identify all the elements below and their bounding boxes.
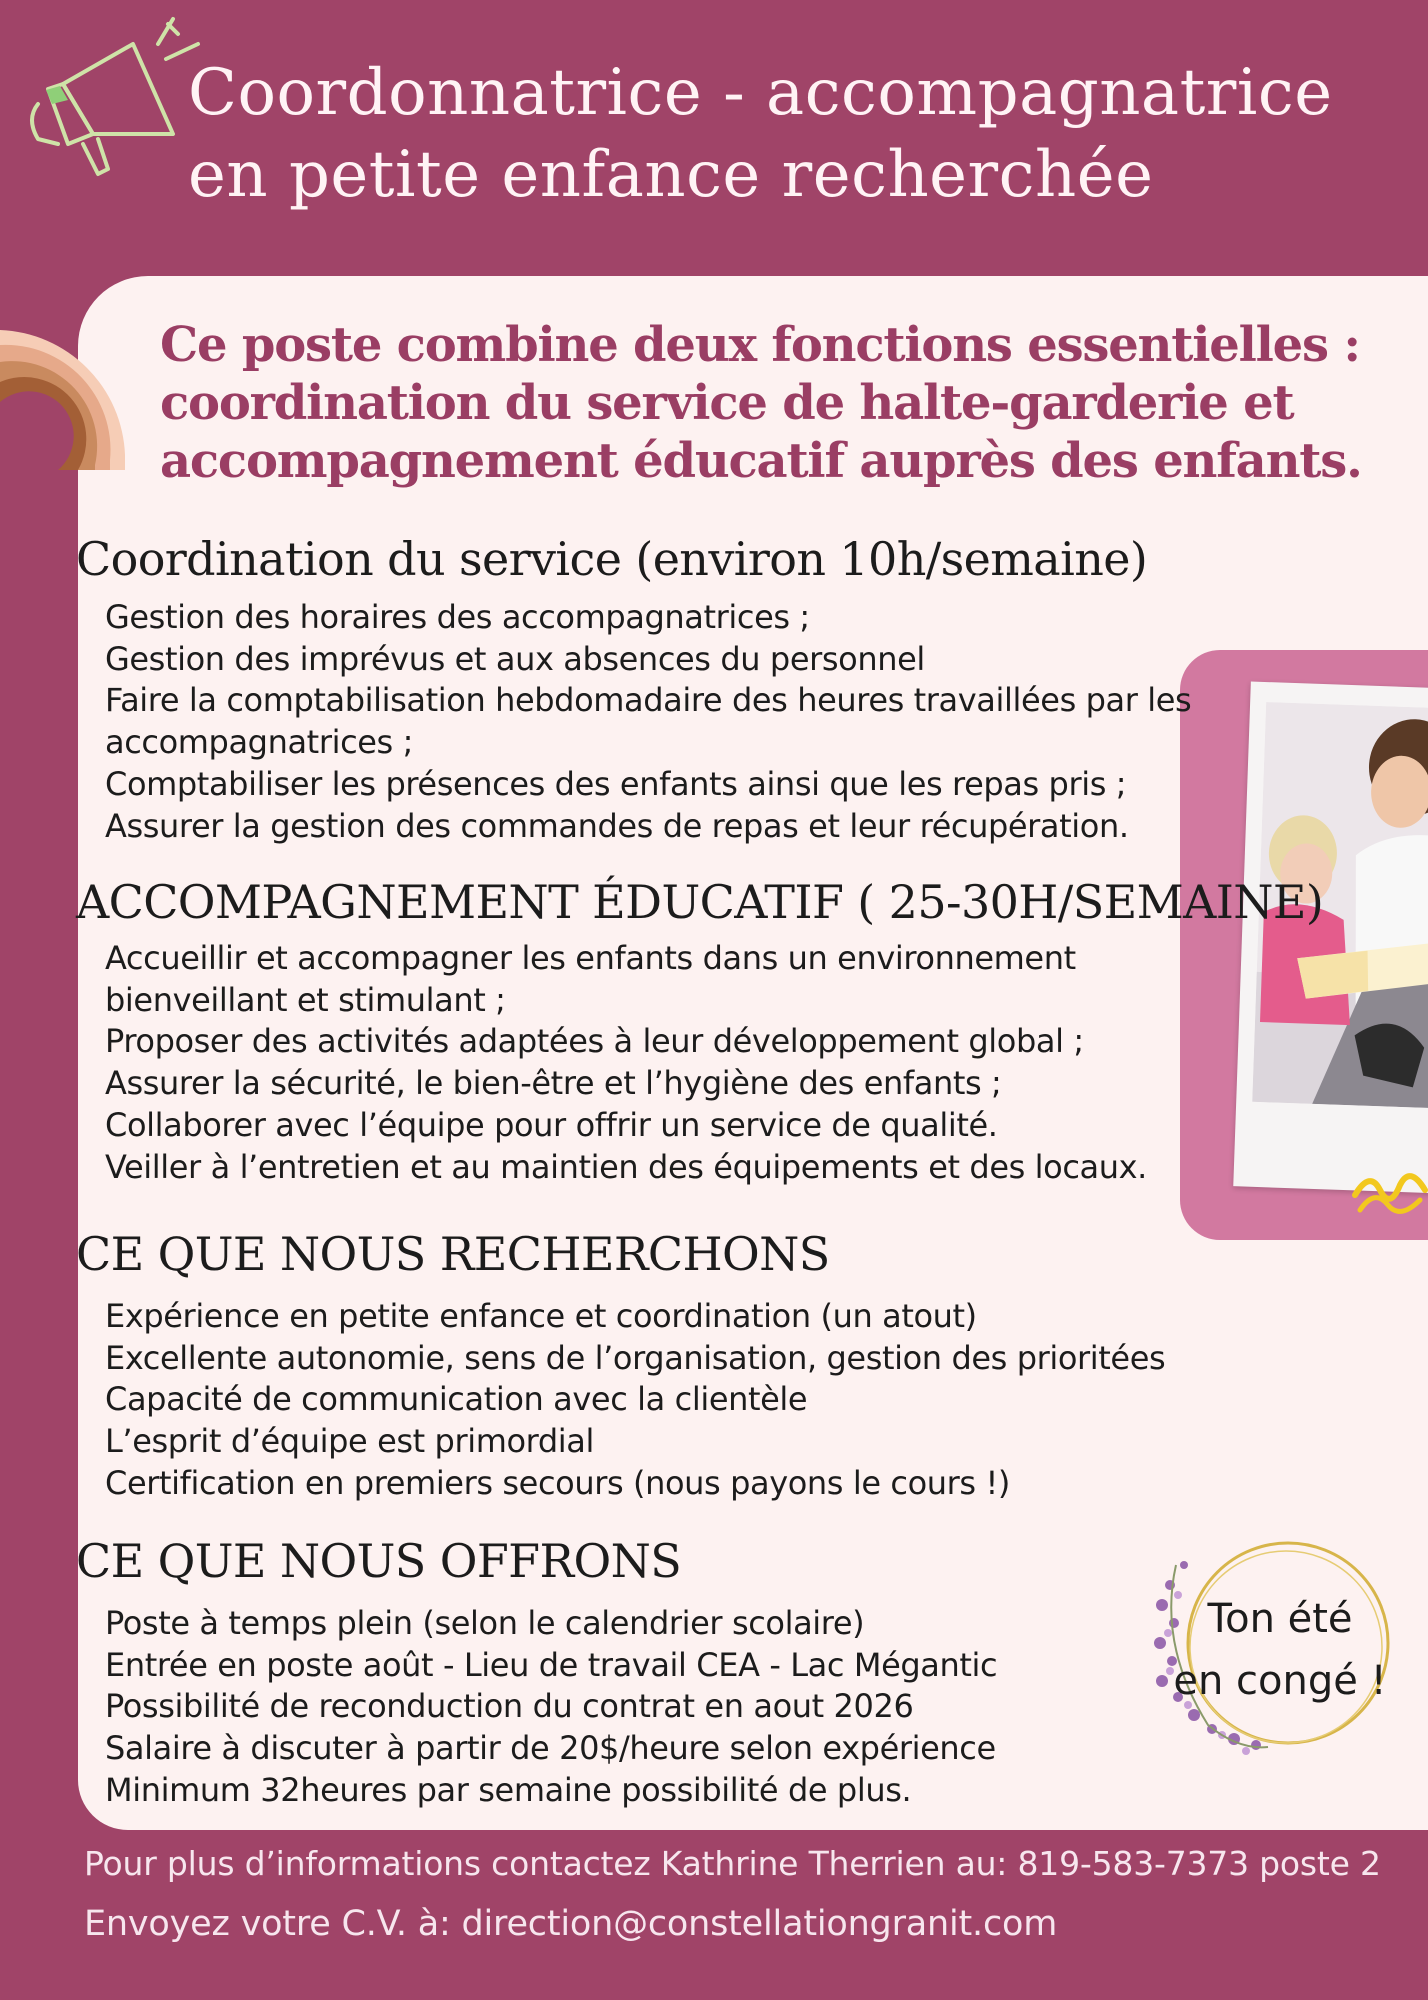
list-item: Excellente autonomie, sens de l’organisation, gestion des prioritées — [105, 1338, 1166, 1377]
list-item: Collaborer avec l’équipe pour offrir un service de qualité. — [105, 1105, 998, 1144]
summer-badge: Ton été en congé ! — [1173, 1596, 1387, 1704]
section-title-accompagnement: ACCOMPAGNEMENT ÉDUCATIF ( 25-30H/SEMAINE) — [76, 875, 1324, 929]
list-offrons — [105, 1603, 997, 1812]
list-item: Gestion des horaires des accompagnatrices ; — [105, 598, 810, 636]
rainbow-icon — [0, 300, 140, 470]
list-item: Gestion des imprévus et aux absences du personnel — [105, 639, 925, 678]
list-item: Expérience en petite enfance et coordination (un atout) — [105, 1297, 977, 1335]
list-item: Accueillir et accompagner les enfants dans un environnement — [105, 939, 1076, 977]
section-title-offrons: CE QUE NOUS OFFRONS — [76, 1534, 682, 1588]
intro-text: Ce poste combine deux fonctions essentielles : coordination du service de halte-garderie et accompagnement éducatif auprès des enfants. — [160, 317, 1362, 489]
list-item: L’esprit d’équipe est primordial — [105, 1422, 594, 1461]
list-item: Comptabiliser les présences des enfants ainsi que les repas pris ; — [105, 764, 1127, 803]
list-item: Veiller à l’entretien et au maintien des équipements et des locaux. — [105, 1147, 1147, 1186]
list-item: Minimum 32heures par semaine possibilité de plus. — [105, 1770, 912, 1809]
contact-info: Pour plus d’informations contactez Kathrine Therrien au: 819-583-7373 poste 2 — [84, 1844, 1381, 1883]
email-info: Envoyez votre C.V. à: direction@constellationgranit.com — [84, 1904, 1058, 1944]
section-title-recherchons: CE QUE NOUS RECHERCHONS — [76, 1227, 830, 1281]
list-accompagnement — [105, 938, 1147, 1188]
list-coordination — [105, 597, 1191, 847]
list-item: bienveillant et stimulant ; — [105, 980, 506, 1019]
section-title-coordination: Coordination du service (environ 10h/semaine) — [76, 532, 1148, 586]
list-item: Assurer la sécurité, le bien-être et l’hygiène des enfants ; — [105, 1064, 1002, 1103]
list-item: accompagnatrices ; — [105, 723, 413, 762]
list-item: Proposer des activités adaptées à leur développement global ; — [105, 1022, 1084, 1061]
list-item: Poste à temps plein (selon le calendrier scolaire) — [105, 1604, 865, 1642]
list-item: Capacité de communication avec la clientèle — [105, 1380, 808, 1419]
list-item: Assurer la gestion des commandes de repas et leur récupération. — [105, 806, 1129, 845]
squiggle-icon — [1350, 1160, 1428, 1220]
list-recherchons — [105, 1296, 1165, 1505]
page-title: Coordonnatrice - accompagnatrice en petite enfance recherchée — [188, 56, 1333, 212]
list-item: Possibilité de reconduction du contrat en aout 2026 — [105, 1687, 914, 1726]
list-item: Salaire à discuter à partir de 20$/heure selon expérience — [105, 1729, 996, 1768]
list-item: Entrée en poste août - Lieu de travail CEA - Lac Mégantic — [105, 1645, 998, 1684]
list-item: Certification en premiers secours (nous payons le cours !) — [105, 1463, 1010, 1502]
megaphone-icon — [8, 4, 208, 184]
list-item: Faire la comptabilisation hebdomadaire des heures travaillées par les — [105, 681, 1192, 720]
photo-frame — [1233, 681, 1428, 1193]
